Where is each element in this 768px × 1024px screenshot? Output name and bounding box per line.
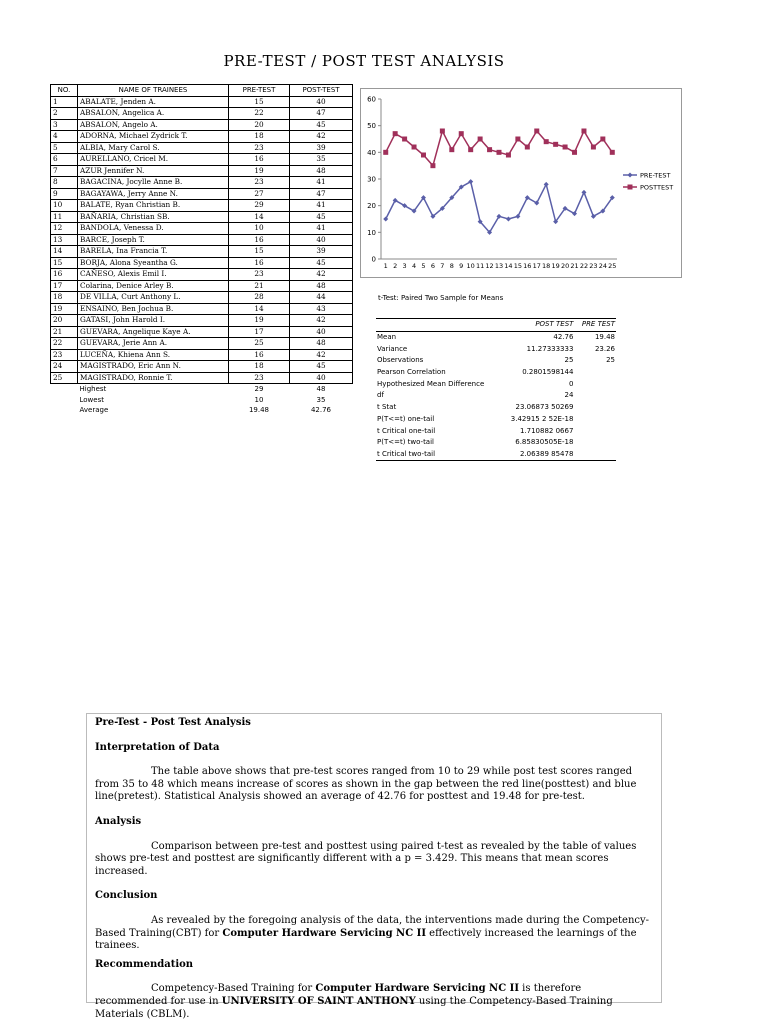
posttest-score: 48 — [290, 338, 353, 350]
ttest-row — [376, 331, 616, 343]
trainee-name: BAGAYAWA, Jerry Anne N. — [78, 188, 229, 200]
trainee-name: GUEVARA, Jerie Ann A. — [78, 338, 229, 350]
ttest-posttest-value: 0 — [568, 379, 574, 388]
trainee-name: LUCEÑA, Khiena Ann S. — [78, 349, 229, 361]
posttest-point — [581, 129, 586, 134]
summary-value — [51, 395, 78, 406]
row-no: 17 — [51, 280, 78, 292]
conclusion-paragraph — [95, 915, 653, 953]
interpretation-paragraph: The table above shows that pre-test scores ranged from 10 to 29 while post test scores ranged from 35 to 48 which means increase of scores as shown in the gap between the red line(posttest) and blue line(pretest). Statistical Analysis showed an average of 42.76 for posttest and 19.48 for pre-test. — [95, 766, 637, 803]
page-title: PRE-TEST / POST TEST ANALYSIS — [223, 52, 505, 70]
pretest-score: 16 — [229, 349, 290, 361]
ttest-row — [376, 390, 616, 402]
trainee-name: GATASI, John Harold I. — [78, 315, 229, 327]
ttest-header-posttest: POST TEST — [498, 319, 574, 332]
x-tick-label: 6 — [430, 262, 435, 270]
ttest-posttest-value: 11.27333333 — [526, 344, 574, 353]
conclusion-text-2: effectively increased the learnings of the trainees. — [95, 927, 637, 952]
col-header-name: NAME OF TRAINEES — [78, 85, 229, 97]
posttest-score: 48 — [290, 165, 353, 177]
trainee-name: MAGISTRADO, Ronnie T. — [78, 372, 229, 384]
summary-label: Lowest — [79, 395, 104, 404]
x-tick-label: 22 — [579, 262, 589, 270]
ttest-label: Variance — [377, 344, 408, 353]
table-row — [51, 315, 353, 327]
posttest-point — [534, 129, 539, 134]
x-tick-label: 2 — [393, 262, 398, 270]
row-no: 5 — [51, 142, 78, 154]
posttest-point — [487, 147, 492, 152]
table-row — [51, 361, 353, 373]
trainee-name: ABSALON, Angelica A. — [78, 108, 229, 120]
y-tick-label: 30 — [367, 175, 376, 184]
ttest-posttest-value: 2.06389 85478 — [498, 449, 574, 461]
posttest-point — [497, 150, 502, 155]
pretest-score: 15 — [229, 246, 290, 258]
legend-label: POSTTEST — [640, 183, 674, 192]
ttest-pretest-value — [574, 390, 616, 402]
ttest-row — [376, 367, 616, 379]
table-row — [51, 292, 353, 304]
y-tick-label: 40 — [367, 148, 376, 157]
posttest-score: 48 — [290, 280, 353, 292]
row-no: 10 — [51, 200, 78, 212]
summary-value: 19.48 — [248, 406, 270, 415]
row-no: 24 — [51, 361, 78, 373]
y-tick-label: 50 — [367, 122, 376, 131]
x-tick-label: 17 — [532, 262, 541, 270]
ttest-posttest-value: 24 — [564, 391, 574, 400]
x-tick-label: 15 — [513, 262, 523, 270]
x-tick-label: 20 — [560, 262, 570, 270]
table-row — [51, 246, 353, 258]
ttest-posttest-value: 3.42915 2 52E-18 — [510, 414, 574, 423]
row-no: 23 — [51, 349, 78, 361]
analysis-paragraph: Comparison between pre-test and posttest using paired t-test as revealed by the table of values shows pre-test and posttest are significantly different with a p = 3.429. This means that mean scores increased. — [95, 840, 637, 877]
x-tick-label: 21 — [570, 262, 579, 270]
conclusion-heading: Conclusion — [95, 890, 158, 902]
conclusion-text-1: As revealed by the foregoing analysis of the data, the interventions made during the Competency-Based Training(CBT) for — [95, 914, 650, 939]
pretest-score: 22 — [229, 108, 290, 120]
trainee-name: ENSAINO, Ben Jochua B. — [78, 303, 229, 315]
summary-label: Average — [79, 406, 109, 415]
ttest-label: t Stat — [377, 403, 397, 412]
row-no: 9 — [51, 188, 78, 200]
trainee-name: ALBIA, Mary Carol S. — [78, 142, 229, 154]
trainee-name: BALATE, Ryan Christian B. — [78, 200, 229, 212]
posttest-point — [402, 137, 407, 142]
summary-value: 48 — [316, 385, 326, 394]
table-row — [51, 154, 353, 166]
pretest-score: 15 — [229, 96, 290, 108]
y-tick-label: 10 — [367, 228, 376, 237]
pretest-score: 19 — [229, 315, 290, 327]
pretest-score: 17 — [229, 326, 290, 338]
table-row — [51, 131, 353, 143]
posttest-score: 40 — [290, 326, 353, 338]
chart-svg — [361, 89, 681, 277]
x-tick-label: 14 — [504, 262, 513, 270]
x-tick-label: 4 — [411, 262, 417, 270]
table-row — [51, 303, 353, 315]
ttest-row — [376, 425, 616, 437]
rec-course-name: Computer Hardware Servicing NC II — [315, 983, 519, 995]
posttest-point — [515, 137, 520, 142]
ttest-label: Mean — [377, 333, 397, 342]
posttest-point — [412, 145, 417, 150]
posttest-point — [591, 145, 596, 150]
posttest-score: 42 — [290, 349, 353, 361]
pretest-score: 16 — [229, 257, 290, 269]
ttest-row — [376, 378, 616, 390]
posttest-score: 47 — [290, 108, 353, 120]
x-tick-label: 13 — [494, 262, 504, 270]
pretest-score: 21 — [229, 280, 290, 292]
pretest-score: 20 — [229, 119, 290, 131]
posttest-point — [506, 153, 511, 158]
interpretation-heading: Interpretation of Data — [95, 741, 220, 753]
ttest-header-pretest: PRE TEST — [574, 319, 616, 332]
posttest-score: 40 — [290, 372, 353, 384]
pretest-score: 23 — [229, 177, 290, 189]
legend-label: PRE-TEST — [640, 171, 671, 180]
table-row — [51, 119, 353, 131]
row-no: 6 — [51, 154, 78, 166]
trainee-name: ADORNA, Michael Zydrick T. — [78, 131, 229, 143]
series-line-pretest — [386, 182, 613, 233]
trainee-name: BARELA, Ina Francia T. — [78, 246, 229, 258]
posttest-score: 35 — [290, 154, 353, 166]
row-no: 1 — [51, 96, 78, 108]
pretest-point — [506, 217, 511, 222]
analysis-textbox — [86, 713, 662, 1020]
x-tick-label: 8 — [449, 262, 454, 270]
pretest-score: 28 — [229, 292, 290, 304]
col-header-posttest: POST-TEST — [290, 85, 353, 97]
ttest-label: Pearson Correlation — [377, 368, 446, 377]
summary-value: 10 — [254, 395, 264, 404]
pretest-score: 25 — [229, 338, 290, 350]
x-tick-label: 19 — [551, 262, 560, 270]
ttest-label: P(T<=t) one-tail — [377, 414, 435, 423]
ttest-label: df — [377, 391, 384, 400]
table-row — [51, 223, 353, 235]
posttest-point — [525, 145, 530, 150]
ttest-label: t Critical one-tail — [377, 426, 436, 435]
trainee-name: MAGISTRADO, Eric Ann N. — [78, 361, 229, 373]
ttest-label: P(T<=t) two-tail — [377, 438, 434, 447]
table-row — [51, 142, 353, 154]
x-tick-label: 5 — [421, 262, 426, 270]
x-tick-label: 11 — [475, 262, 485, 270]
pretest-point — [544, 182, 549, 187]
trainee-name: BARCE, Joseph T. — [78, 234, 229, 246]
pretest-point — [581, 190, 586, 195]
trainee-name: BAGACINA, Jocylle Anne B. — [78, 177, 229, 189]
legend-marker — [628, 173, 633, 178]
summary-value: 29 — [254, 385, 264, 394]
trainee-name: AZUR Jennifer N. — [78, 165, 229, 177]
table-row — [51, 211, 353, 223]
ttest-row — [376, 414, 616, 426]
ttest-pretest-value — [574, 437, 616, 449]
posttest-point — [468, 147, 473, 152]
summary-value: 35 — [316, 395, 326, 404]
ttest-pretest-value — [574, 378, 616, 390]
recommendation-heading: Recommendation — [95, 958, 194, 970]
trainee-name: Colarina, Denice Arley B. — [78, 280, 229, 292]
row-no: 21 — [51, 326, 78, 338]
table-row — [51, 200, 353, 212]
series-line-posttest — [386, 131, 613, 166]
ttest-posttest-value: 1.710882 0667 — [519, 426, 574, 435]
pretest-score: 16 — [229, 154, 290, 166]
posttest-score: 42 — [290, 131, 353, 143]
posttest-point — [449, 147, 454, 152]
pretest-point — [515, 214, 520, 219]
trainee-name: CAÑESO, Alexis Emil I. — [78, 269, 229, 281]
ttest-header-row — [376, 319, 616, 332]
posttest-score: 41 — [290, 200, 353, 212]
x-tick-label: 10 — [466, 262, 475, 270]
ttest-pretest-value — [574, 367, 616, 379]
posttest-point — [600, 137, 605, 142]
ttest-row — [376, 449, 616, 461]
y-tick-label: 20 — [367, 202, 376, 211]
posttest-point — [553, 142, 558, 147]
posttest-score: 40 — [290, 234, 353, 246]
y-tick-label: 0 — [371, 255, 376, 264]
posttest-point — [459, 131, 464, 136]
row-no: 18 — [51, 292, 78, 304]
pretest-score: 29 — [229, 200, 290, 212]
summary-value — [51, 405, 78, 416]
ttest-label: Hypothesized Mean Difference — [377, 379, 485, 388]
posttest-point — [478, 137, 483, 142]
x-tick-label: 1 — [383, 262, 388, 270]
table-row — [51, 165, 353, 177]
table-row — [51, 177, 353, 189]
x-tick-label: 18 — [542, 262, 551, 270]
posttest-score: 41 — [290, 223, 353, 235]
table-row — [51, 234, 353, 246]
analysis-heading: Analysis — [95, 815, 142, 827]
row-no: 13 — [51, 234, 78, 246]
legend-marker — [628, 185, 633, 190]
row-no: 8 — [51, 177, 78, 189]
ttest-title: t-Test: Paired Two Sample for Means — [378, 294, 504, 302]
ttest-pretest-value — [574, 414, 616, 426]
trainee-name: BORJA, Alona Syeantha G. — [78, 257, 229, 269]
pretest-score: 27 — [229, 188, 290, 200]
rec-text-1: Competency-Based Training for — [151, 983, 316, 995]
trainee-name: DE VILLA, Curt Anthony L. — [78, 292, 229, 304]
ttest-row — [376, 355, 616, 367]
y-tick-label: 60 — [367, 95, 376, 104]
rec-text-2: is therefore recommended for use in — [95, 983, 582, 1007]
trainee-name: BAÑARIA, Christian SB. — [78, 211, 229, 223]
pretest-score: 23 — [229, 269, 290, 281]
row-no: 11 — [51, 211, 78, 223]
ttest-posttest-value: 6.85830505E-18 — [515, 438, 574, 447]
row-no: 7 — [51, 165, 78, 177]
posttest-point — [572, 150, 577, 155]
ttest-pretest-value: 19.48 — [594, 333, 615, 342]
pretest-score: 18 — [229, 131, 290, 143]
posttest-point — [430, 163, 435, 168]
ttest-posttest-value: 25 — [564, 356, 574, 365]
table-row — [51, 108, 353, 120]
rec-university-name: UNIVERSITY OF SAINT ANTHONY — [221, 995, 416, 1007]
posttest-score: 47 — [290, 188, 353, 200]
row-no: 19 — [51, 303, 78, 315]
ttest-posttest-value: 23.06873 50269 — [515, 403, 574, 412]
row-no: 16 — [51, 269, 78, 281]
ttest-pretest-value — [574, 449, 616, 461]
pretest-score: 23 — [229, 142, 290, 154]
table-row — [51, 96, 353, 108]
posttest-point — [563, 145, 568, 150]
summary-value — [51, 384, 78, 395]
posttest-point — [421, 153, 426, 158]
ttest-pretest-value: 23.26 — [594, 344, 615, 353]
table-row — [51, 257, 353, 269]
posttest-score: 40 — [290, 96, 353, 108]
posttest-score: 45 — [290, 257, 353, 269]
row-no: 20 — [51, 315, 78, 327]
x-tick-label: 24 — [598, 262, 607, 270]
posttest-score: 44 — [290, 292, 353, 304]
table-row — [51, 188, 353, 200]
pretest-score: 16 — [229, 234, 290, 246]
pretest-score: 14 — [229, 211, 290, 223]
pretest-score: 19 — [229, 165, 290, 177]
trainee-name: AURELLANO, Cricel M. — [78, 154, 229, 166]
ttest-header-label — [376, 319, 498, 332]
posttest-point — [544, 139, 549, 144]
x-tick-label: 9 — [459, 262, 464, 270]
table-row — [51, 372, 353, 384]
summary-value: 42.76 — [310, 406, 332, 415]
trainee-name: BANDOLA, Venessa D. — [78, 223, 229, 235]
ttest-pretest-value: 25 — [606, 356, 615, 365]
x-tick-label: 23 — [589, 262, 598, 270]
x-tick-label: 12 — [485, 262, 494, 270]
recommendation-paragraph — [95, 983, 653, 1021]
row-no: 15 — [51, 257, 78, 269]
pretest-score: 18 — [229, 361, 290, 373]
ttest-row — [376, 402, 616, 414]
posttest-point — [440, 129, 445, 134]
table-row — [51, 269, 353, 281]
ttest-table — [376, 318, 616, 461]
col-header-no: NO. — [51, 85, 78, 97]
pretest-score: 10 — [229, 223, 290, 235]
row-no: 12 — [51, 223, 78, 235]
x-tick-label: 25 — [608, 262, 617, 270]
score-line-chart — [360, 88, 682, 278]
row-no: 22 — [51, 338, 78, 350]
row-no: 4 — [51, 131, 78, 143]
table-row — [51, 326, 353, 338]
summary-label: Highest — [79, 385, 107, 394]
row-no: 14 — [51, 246, 78, 258]
pretest-score: 14 — [229, 303, 290, 315]
ttest-row — [376, 343, 616, 355]
col-header-pretest: PRE-TEST — [229, 85, 290, 97]
summary-row — [51, 395, 353, 406]
trainee-name: ABALATE, Jenden A. — [78, 96, 229, 108]
posttest-score: 45 — [290, 361, 353, 373]
trainees-table — [50, 84, 353, 416]
trainee-name: GUEVARA, Angelique Kaye A. — [78, 326, 229, 338]
ttest-pretest-value — [574, 402, 616, 414]
table-header-row — [51, 85, 353, 97]
posttest-score: 45 — [290, 119, 353, 131]
posttest-score: 41 — [290, 177, 353, 189]
posttest-score: 42 — [290, 315, 353, 327]
analysis-main-heading: Pre-Test - Post Test Analysis — [95, 717, 251, 728]
posttest-score: 43 — [290, 303, 353, 315]
ttest-label: t Critical two-tail — [376, 449, 498, 461]
table-row — [51, 280, 353, 292]
posttest-point — [383, 150, 388, 155]
pretest-point — [383, 217, 388, 222]
table-row — [51, 349, 353, 361]
ttest-pretest-value — [574, 425, 616, 437]
row-no: 2 — [51, 108, 78, 120]
x-tick-label: 7 — [440, 262, 445, 270]
posttest-point — [610, 150, 615, 155]
ttest-label: Observations — [377, 356, 424, 365]
conclusion-course-name: Computer Hardware Servicing NC II — [222, 927, 426, 939]
rec-text-3: using the Competency-Based Training Materials (CBLM). — [95, 995, 613, 1020]
posttest-score: 39 — [290, 246, 353, 258]
trainee-name: ABSALON, Angelo A. — [78, 119, 229, 131]
table-row — [51, 338, 353, 350]
x-tick-label: 16 — [523, 262, 532, 270]
summary-row — [51, 405, 353, 416]
row-no: 3 — [51, 119, 78, 131]
ttest-posttest-value: 0.2801598144 — [522, 368, 574, 377]
ttest-row — [376, 437, 616, 449]
summary-row — [51, 384, 353, 395]
posttest-score: 45 — [290, 211, 353, 223]
posttest-score: 39 — [290, 142, 353, 154]
row-no: 25 — [51, 372, 78, 384]
posttest-score: 42 — [290, 269, 353, 281]
pretest-score: 23 — [229, 372, 290, 384]
posttest-point — [393, 131, 398, 136]
x-tick-label: 3 — [402, 262, 407, 270]
ttest-posttest-value: 42.76 — [553, 333, 574, 342]
